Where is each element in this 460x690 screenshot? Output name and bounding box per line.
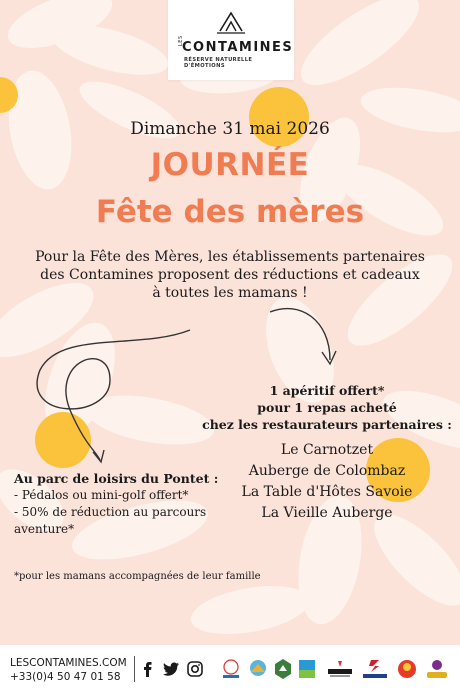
phone-number: +33(0)4 50 47 01 58 bbox=[10, 671, 121, 683]
partner-logo-2 bbox=[247, 658, 269, 680]
twitter-icon[interactable] bbox=[162, 660, 180, 678]
footer-contact bbox=[10, 656, 127, 684]
mountain-logo-icon bbox=[216, 9, 246, 35]
event-date: Dimanche 31 mai 2026 bbox=[130, 119, 330, 139]
brand-logo[interactable] bbox=[168, 0, 294, 80]
parc-item: - Pédalos ou mini-golf offert* bbox=[14, 488, 189, 502]
footnote: *pour les mamans accompagnées de leur famille bbox=[14, 571, 261, 582]
jean-lain-logo bbox=[326, 658, 354, 680]
parc-item: - 50% de réduction au parcours bbox=[14, 505, 207, 519]
suzuki-logo bbox=[361, 658, 389, 680]
partner-logo-3 bbox=[274, 658, 292, 680]
logo-prefix: LES bbox=[178, 35, 184, 46]
intro-line: à toutes les mamans ! bbox=[152, 285, 308, 301]
intro-line: Pour la Fête des Mères, les établissements partenaires bbox=[35, 249, 425, 265]
restaurant-offer bbox=[196, 382, 458, 433]
parc-item: aventure* bbox=[14, 522, 75, 536]
intro-text bbox=[30, 248, 430, 302]
title-line-1: JOURNÉE bbox=[150, 147, 310, 183]
parc-offers bbox=[14, 487, 244, 538]
title-line-2: Fête des mères bbox=[95, 194, 365, 230]
offer-line: chez les restaurateurs partenaires : bbox=[202, 417, 452, 432]
restaurant-item: Auberge de Colombaz bbox=[248, 463, 406, 479]
partner-logo-1 bbox=[220, 658, 242, 680]
restaurant-item: Le Carnotzet bbox=[280, 442, 374, 458]
logo-name: CONTAMINES bbox=[182, 40, 294, 55]
parc-title: Au parc de loisirs du Pontet : bbox=[14, 471, 219, 486]
restaurant-item: La Vieille Auberge bbox=[261, 505, 393, 521]
footer-divider bbox=[134, 656, 135, 682]
offer-line: 1 apéritif offert* bbox=[269, 383, 385, 398]
website-link[interactable]: LESCONTAMINES.COM bbox=[10, 657, 127, 669]
partner-logo-4 bbox=[297, 658, 317, 680]
instagram-icon[interactable] bbox=[186, 660, 204, 678]
partner-logo-7 bbox=[396, 658, 418, 680]
facebook-icon[interactable] bbox=[140, 660, 158, 678]
partner-logo-8 bbox=[424, 658, 450, 680]
logo-tagline: RÉSERVE NATURELLE D'ÉMOTIONS bbox=[184, 57, 253, 69]
restaurant-item: La Table d'Hôtes Savoie bbox=[241, 484, 413, 500]
offer-line: pour 1 repas acheté bbox=[257, 400, 397, 415]
intro-line: des Contamines proposent des réductions et cadeaux bbox=[40, 267, 420, 283]
